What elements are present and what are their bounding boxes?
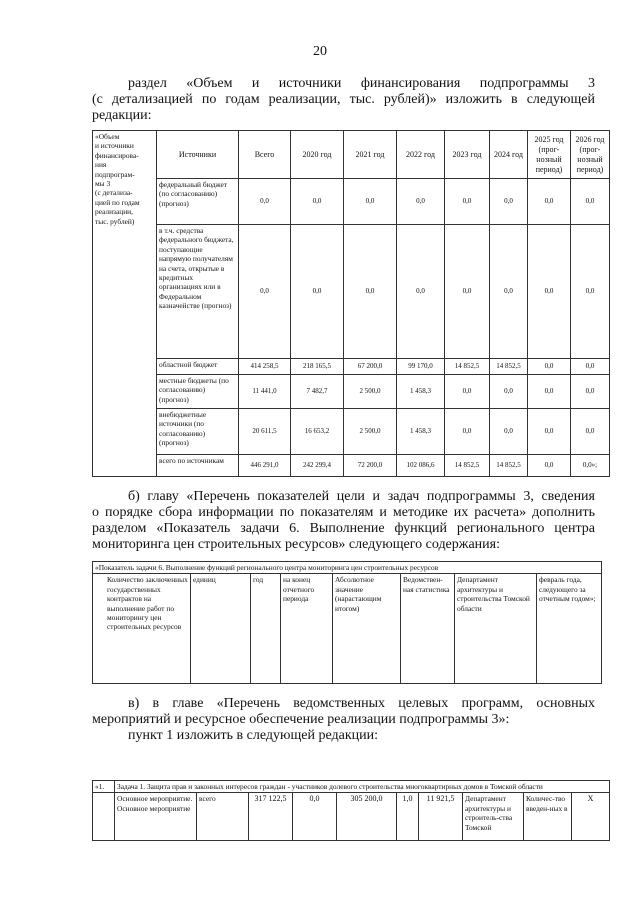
value-cell: 0,0	[445, 375, 490, 409]
value-cell: 72 200,0	[344, 455, 397, 477]
value-cell: 7 482,7	[291, 375, 344, 409]
table-row	[93, 793, 610, 841]
value-cell: 0,0	[239, 225, 291, 359]
paragraph-b	[92, 489, 595, 553]
value-cell: 0,0»;	[571, 455, 610, 477]
value-cell: 446 291,0	[239, 455, 291, 477]
value-cell: 0,0	[397, 179, 445, 225]
value-cell: 14 852,5	[490, 455, 528, 477]
page-number: 20	[313, 44, 327, 59]
paragraph-c	[92, 696, 595, 744]
table-row	[93, 359, 610, 375]
indicator-cell: февраль года, следующего за отчетным годом»;	[537, 574, 602, 684]
program-cell: 317 122,5	[249, 793, 293, 841]
value-cell: 1 458,3	[397, 375, 445, 409]
paragraph-c-line: мероприятий и ресурсное обеспечение реализации подпрограммы 3»:	[92, 712, 510, 727]
value-cell: 242 299,4	[291, 455, 344, 477]
value-cell: 11 441,0	[239, 375, 291, 409]
program-cell: Департамент архитектуры и строитель-ства Томской	[463, 793, 524, 841]
value-cell: 218 165,5	[291, 359, 344, 375]
paragraph-b-line: мониторинга цен строительных ресурсов» следующего содержания:	[92, 537, 500, 552]
value-cell: 0,0	[571, 375, 610, 409]
value-cell: 0,0	[445, 179, 490, 225]
value-cell: 0,0	[528, 455, 571, 477]
financing-table	[92, 130, 610, 477]
program-cell: 1,0	[397, 793, 419, 841]
value-cell: 0,0	[397, 225, 445, 359]
header-cell: 2022 год	[397, 131, 445, 179]
value-cell: 0,0	[571, 179, 610, 225]
source-cell: в т.ч. средства федерального бюджета, поступающие напрямую получателям на счета, открытые в кредитных организациях или в Федеральном казначействе (прогноз)	[157, 225, 239, 359]
program-task: Задача 1. Защита прав и законных интересов граждан - участников долевого строительства многоквартирных домов в Томской области	[115, 781, 610, 793]
source-cell: всего по источникам	[157, 455, 239, 477]
program-cell: Основное мероприятие. Основное мероприятие	[115, 793, 197, 841]
table-row	[93, 455, 610, 477]
value-cell: 1 458,3	[397, 409, 445, 455]
value-cell: 14 852,5	[445, 455, 490, 477]
value-cell: 0,0	[490, 225, 528, 359]
value-cell: 102 086,6	[397, 455, 445, 477]
value-cell: 0,0	[445, 225, 490, 359]
source-cell: внебюджетные источники (по согласованию) (прогноз)	[157, 409, 239, 455]
paragraph-b-line: б) главу «Перечень показателей цели и задач подпрограммы 3, сведения	[128, 489, 595, 504]
table-row	[93, 409, 610, 455]
value-cell: 0,0	[571, 225, 610, 359]
value-cell: 0,0	[291, 225, 344, 359]
header-cell: 2026 год (прог-нозный период)	[571, 131, 610, 179]
value-cell: 0,0	[490, 375, 528, 409]
value-cell: 0,0	[528, 359, 571, 375]
value-cell: 16 653,2	[291, 409, 344, 455]
paragraph-b-line: о порядке сбора информации по показателям и методике их расчета» дополнить	[92, 505, 595, 520]
table-row	[93, 574, 602, 684]
header-cell: Всего	[239, 131, 291, 179]
value-cell: 0,0	[490, 179, 528, 225]
indicator-cell: единиц	[191, 574, 251, 684]
value-cell: 0,0	[528, 409, 571, 455]
source-cell: местные бюджеты (по согласованию) (прогноз)	[157, 375, 239, 409]
source-cell: областной бюджет	[157, 359, 239, 375]
header-cell: Источники	[157, 131, 239, 179]
program-cell: Количес-тво введен-ных в	[524, 793, 572, 841]
value-cell: 99 170,0	[397, 359, 445, 375]
program-cell: всего	[197, 793, 249, 841]
program-cell: 0,0	[293, 793, 337, 841]
value-cell: 0,0	[291, 179, 344, 225]
program-cell: 305 200,0	[337, 793, 397, 841]
table-row	[93, 225, 610, 359]
paragraph-c-line: в) в главе «Перечень ведомственных целевых программ, основных	[128, 696, 595, 711]
value-cell: 0,0	[239, 179, 291, 225]
program-cell: Х	[572, 793, 610, 841]
table-row	[93, 179, 610, 225]
value-cell: 20 611,5	[239, 409, 291, 455]
value-cell: 0,0	[571, 359, 610, 375]
value-cell: 2 500,0	[344, 375, 397, 409]
paragraph-a-line: раздел «Объем и источники финансирования подпрограммы 3	[128, 76, 595, 91]
paragraph-a-line: (с детализацией по годам реализации, тыс. рублей)» изложить в следующей	[92, 92, 595, 107]
value-cell: 0,0	[344, 179, 397, 225]
indicator-table	[92, 561, 602, 684]
financing-label-cell: «Объем и источники финансирова- ния подпрограм- мы 3 (с детализа- цией по годам реализации, тыс. рублей)	[93, 131, 157, 477]
value-cell: 0,0	[445, 409, 490, 455]
header-cell: 2020 год	[291, 131, 344, 179]
program-number: «1.	[93, 781, 115, 793]
header-cell: 2023 год	[445, 131, 490, 179]
program-cell: 11 921,5	[419, 793, 463, 841]
value-cell: 14 852,5	[490, 359, 528, 375]
indicator-cell: Департамент архитектуры и строительства Томской области	[455, 574, 537, 684]
indicator-cell: Ведомствен-ная статистика	[401, 574, 455, 684]
value-cell: 0,0	[528, 225, 571, 359]
indicator-cell: Количество заключенных государственных контрактов на выполнение работ по мониторингу цен строительных ресурсов	[93, 574, 191, 684]
value-cell: 67 200,0	[344, 359, 397, 375]
value-cell: 0,0	[571, 409, 610, 455]
indicator-cell: Абсолютное значение (нарастающим итогом)	[333, 574, 401, 684]
value-cell: 0,0	[528, 375, 571, 409]
indicator-cell: на конец отчетного периода	[281, 574, 333, 684]
paragraph-c-line: пункт 1 изложить в следующей редакции:	[128, 728, 378, 743]
value-cell: 414 258,5	[239, 359, 291, 375]
header-cell: 2025 год (прог-нозный период)	[528, 131, 571, 179]
value-cell: 0,0	[344, 225, 397, 359]
program-cell	[93, 793, 115, 841]
value-cell: 2 500,0	[344, 409, 397, 455]
paragraph-a-line: редакции:	[92, 108, 152, 123]
indicator-title: «Показатель задачи 6. Выполнение функций регионального центра мониторинга цен строительных ресурсов	[93, 562, 602, 574]
indicator-cell: год	[251, 574, 281, 684]
table-row	[93, 375, 610, 409]
header-cell: 2024 год	[490, 131, 528, 179]
value-cell: 0,0	[528, 179, 571, 225]
source-cell: федеральный бюджет (по согласованию) (прогноз)	[157, 179, 239, 225]
value-cell: 14 852,5	[445, 359, 490, 375]
value-cell: 0,0	[490, 409, 528, 455]
paragraph-a	[92, 76, 595, 124]
program-table	[92, 780, 610, 841]
paragraph-b-line: разделом «Показатель задачи 6. Выполнение функций регионального центра	[92, 521, 595, 536]
header-cell: 2021 год	[344, 131, 397, 179]
